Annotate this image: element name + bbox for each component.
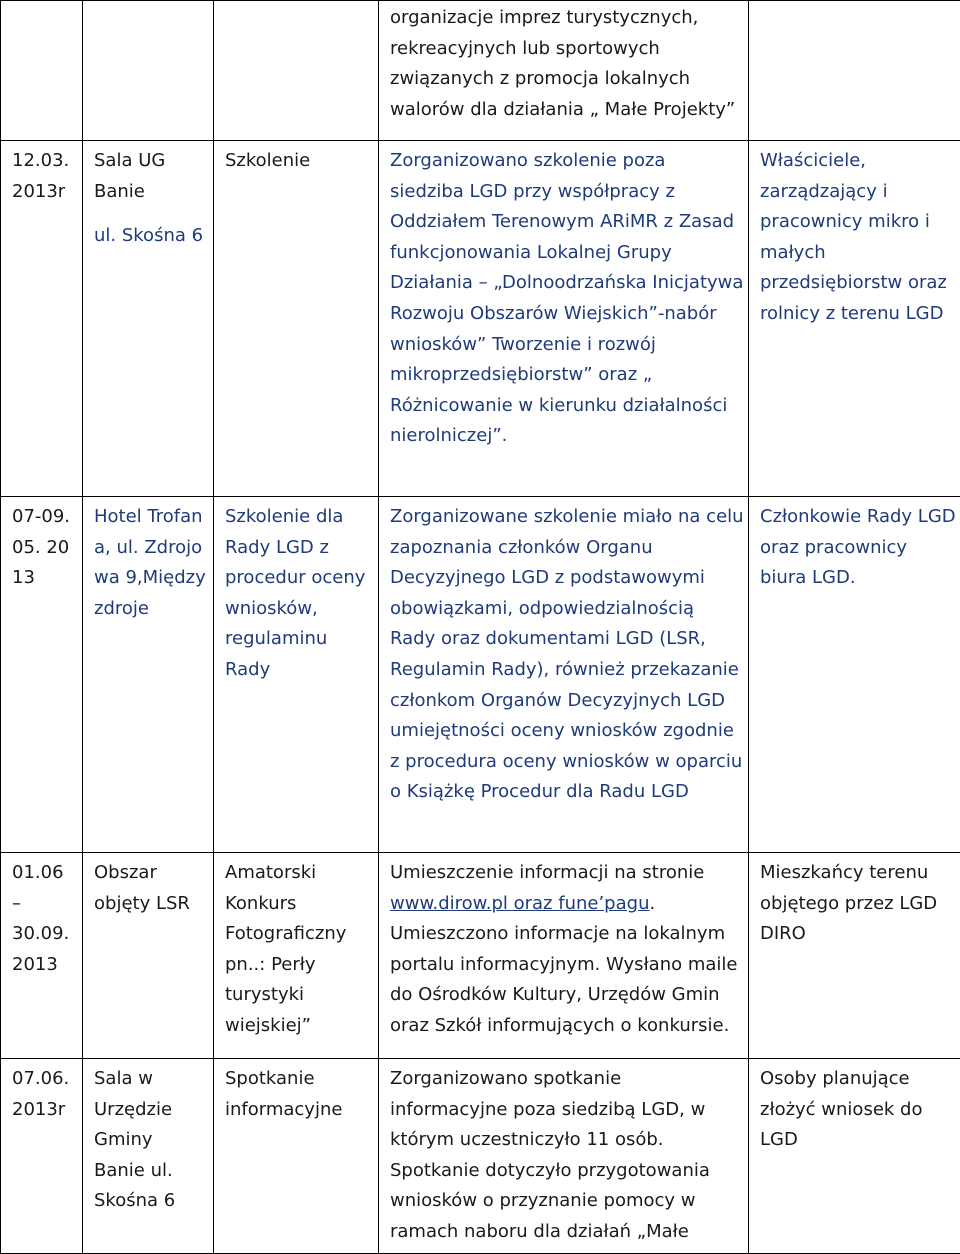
description-text: Zorganizowano spotkanie informacyjne poza siedzibą LGD, w którym uczestniczyło 11 osób. Spotkanie dotyczyło przygotowania wniosków o przyznanie pomocy w ramach naboru dla działań „Małe (379, 1059, 748, 1248)
date-text: 07.06. 2013r (1, 1059, 82, 1125)
type-text: Szkolenie (214, 141, 378, 177)
audience-text: Członkowie Rady LGD oraz pracownicy biura LGD. (749, 497, 960, 594)
website-link[interactable]: www.dirow.pl oraz fune’pagu (390, 893, 649, 914)
type-cell (214, 497, 379, 853)
description-text: Zorganizowano szkolenie poza siedziba LGD przy współpracy z Oddziałem Terenowym ARiMR z Zasad funkcjonowania Lokalnej Grupy Działania – „Dolnoodrzańska Inicjatywa Rozwoju Obszarów Wiejskich”-nabór wniosków” Tworzenie i rozwój mikroprzedsiębiorstw” oraz „ Różnicowanie w kierunku działalności nierolniczej”. (379, 141, 748, 452)
type-cell (214, 141, 379, 497)
type-cell (214, 1, 379, 141)
audience-cell (749, 141, 960, 497)
table-row (1, 1, 960, 141)
place-text: Hotel Trofana, ul. Zdrojowa 9,Międzyzdroje (83, 497, 213, 624)
type-text: Szkolenie dla Rady LGD z procedur oceny wniosków, regulaminu Rady (214, 497, 378, 686)
place-text: Sala w Urzędzie Gminy Banie ul. Skośna 6 (83, 1059, 213, 1217)
audience-text: Mieszkańcy terenu objętego przez LGD DIRO (749, 853, 960, 950)
date-cell (1, 853, 83, 1059)
table-row (1, 141, 960, 497)
date-text: 07-09.05. 2013 (1, 497, 82, 594)
place-cell (83, 497, 214, 853)
description-text: Umieszczenie informacji na stronie (390, 862, 704, 883)
description-text-continued: . Umieszczono informacje na lokalnym portalu informacyjnym. Wysłano maile do Ośrodków Kultury, Urzędów Gmin oraz Szkół informujących o konkursie. (390, 893, 738, 1036)
place-text: Obszar objęty LSR (83, 853, 213, 919)
description-cell (379, 497, 749, 853)
place-text: Sala UG Banie (94, 146, 174, 207)
audience-cell (749, 1, 960, 141)
description-cell (379, 141, 749, 497)
place-cell (83, 141, 214, 497)
type-text: Amatorski Konkurs Fotograficzny pn..: Perły turystyki wiejskiej” (214, 853, 378, 1042)
audience-cell (749, 497, 960, 853)
place-address: ul. Skośna 6 (94, 221, 209, 252)
date-text: 01.06 – 30.09. 2013 (1, 853, 82, 980)
place-cell (83, 1, 214, 141)
type-cell (214, 853, 379, 1059)
date-cell (1, 497, 83, 853)
description-cell (379, 1, 749, 141)
date-cell (1, 1059, 83, 1254)
place-cell (83, 853, 214, 1059)
audience-text: Właściciele, zarządzający i pracownicy mikro i małych przedsiębiorstw oraz rolnicy z terenu LGD (749, 141, 960, 330)
date-cell (1, 1, 83, 141)
type-text: Spotkanie informacyjne (214, 1059, 378, 1125)
audience-cell (749, 853, 960, 1059)
place-cell (83, 1059, 214, 1254)
table-row (1, 853, 960, 1059)
table-row (1, 1059, 960, 1254)
type-cell (214, 1059, 379, 1254)
date-text: 12.03. 2013r (1, 141, 82, 207)
table-row (1, 497, 960, 853)
description-cell (379, 1059, 749, 1254)
date-cell (1, 141, 83, 497)
description-text: organizacje imprez turystycznych, rekreacyjnych lub sportowych związanych z promocja lokalnych walorów dla działania „ Małe Projekty” (379, 1, 748, 125)
description-text: Zorganizowane szkolenie miało na celu zapoznania członków Organu Decyzyjnego LGD z podstawowymi obowiązkami, odpowiedzialnością Rady oraz dokumentami LGD (LSR, Regulamin Rady), również przekazanie członkom Organów Decyzyjnych LGD umiejętności oceny wniosków zgodnie z procedura oceny wniosków w oparciu o Książkę Procedur dla Radu LGD (379, 497, 748, 808)
description-cell (379, 853, 749, 1059)
audience-text: Osoby planujące złożyć wniosek do LGD (749, 1059, 960, 1156)
audience-cell (749, 1059, 960, 1254)
